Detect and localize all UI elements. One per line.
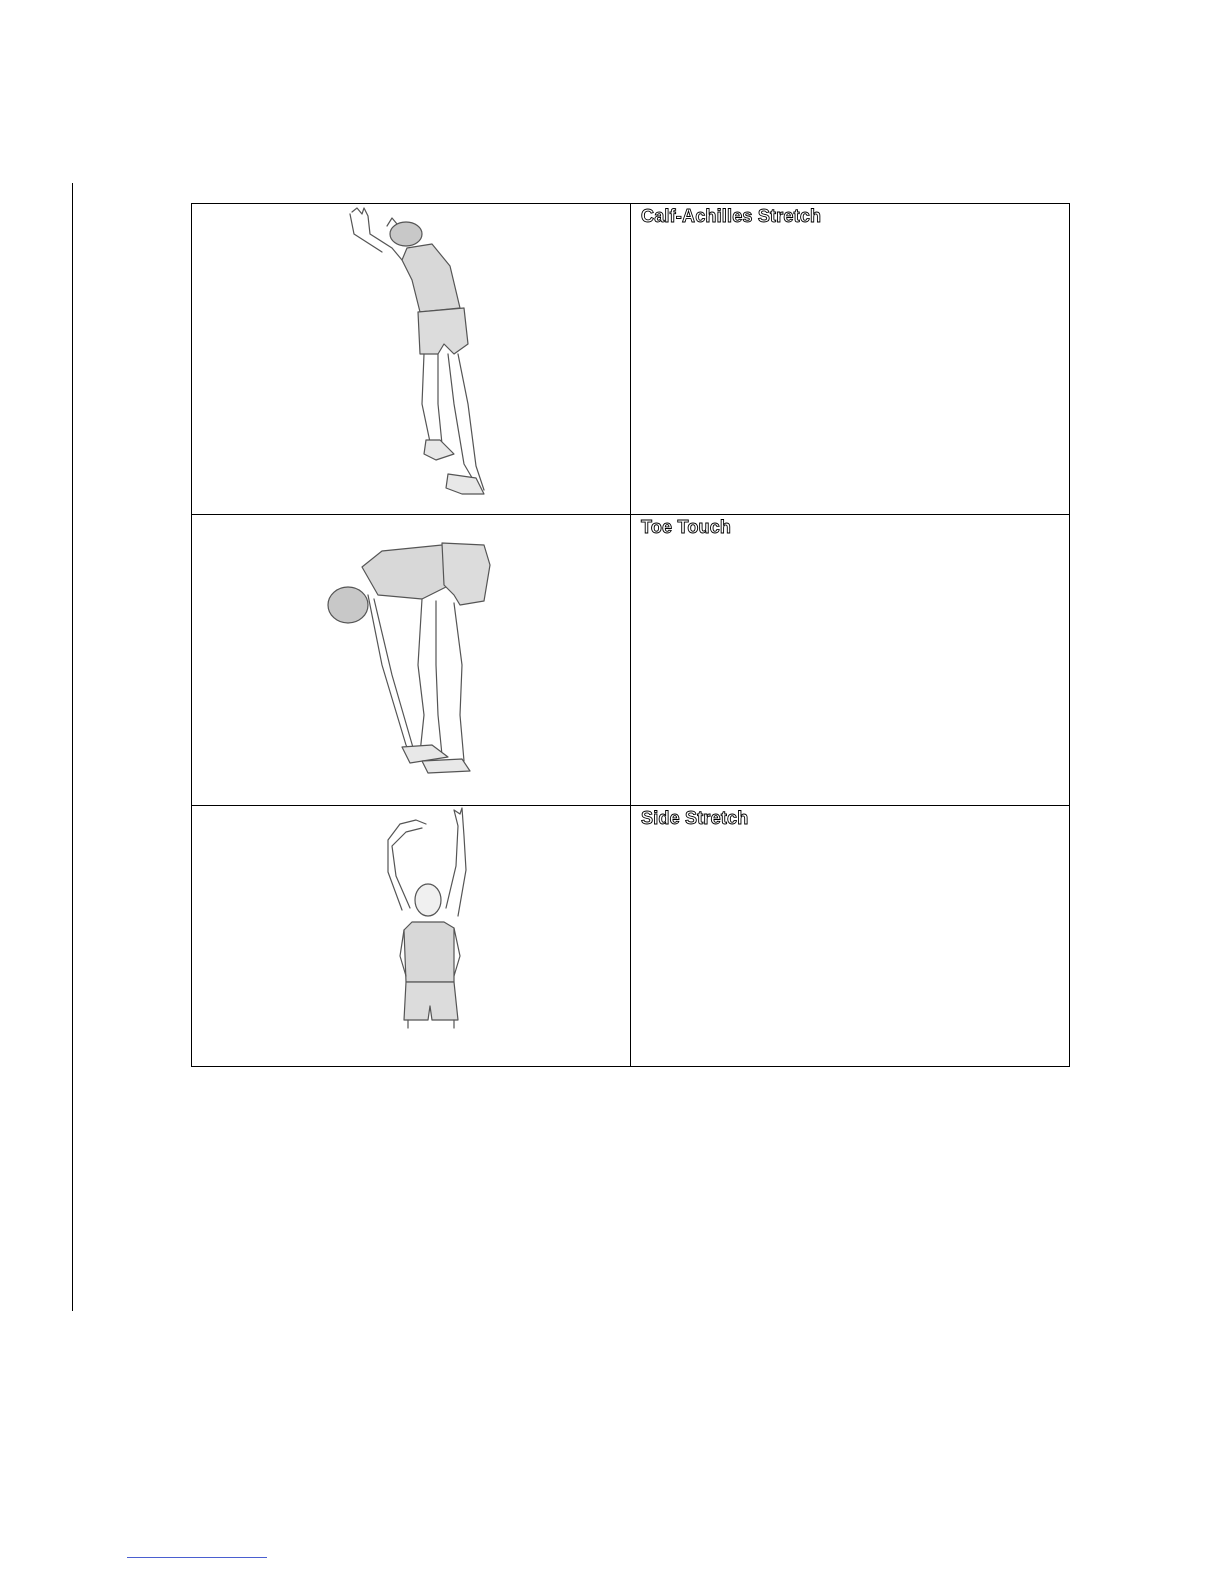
exercise-description-cell bbox=[631, 806, 1070, 1067]
table-row bbox=[192, 806, 1070, 1067]
exercise-description-cell bbox=[631, 204, 1070, 515]
toe-touch-figure bbox=[192, 515, 630, 805]
exercise-title: Side Stretch bbox=[641, 808, 749, 828]
footnote-separator bbox=[127, 1557, 267, 1558]
exercise-illustration-cell bbox=[192, 204, 631, 515]
calf-achilles-stretch-figure bbox=[192, 204, 630, 514]
exercise-title: Calf-Achilles Stretch bbox=[641, 206, 822, 226]
side-stretch-figure bbox=[192, 806, 630, 1066]
table-row bbox=[192, 515, 1070, 806]
exercise-illustration-cell bbox=[192, 806, 631, 1067]
exercise-title: Toe Touch bbox=[641, 517, 732, 537]
table-row bbox=[192, 204, 1070, 515]
exercise-illustration-cell bbox=[192, 515, 631, 806]
exercise-description-cell bbox=[631, 515, 1070, 806]
left-margin-rule bbox=[72, 183, 73, 1311]
stretch-exercise-table bbox=[191, 203, 1070, 1067]
